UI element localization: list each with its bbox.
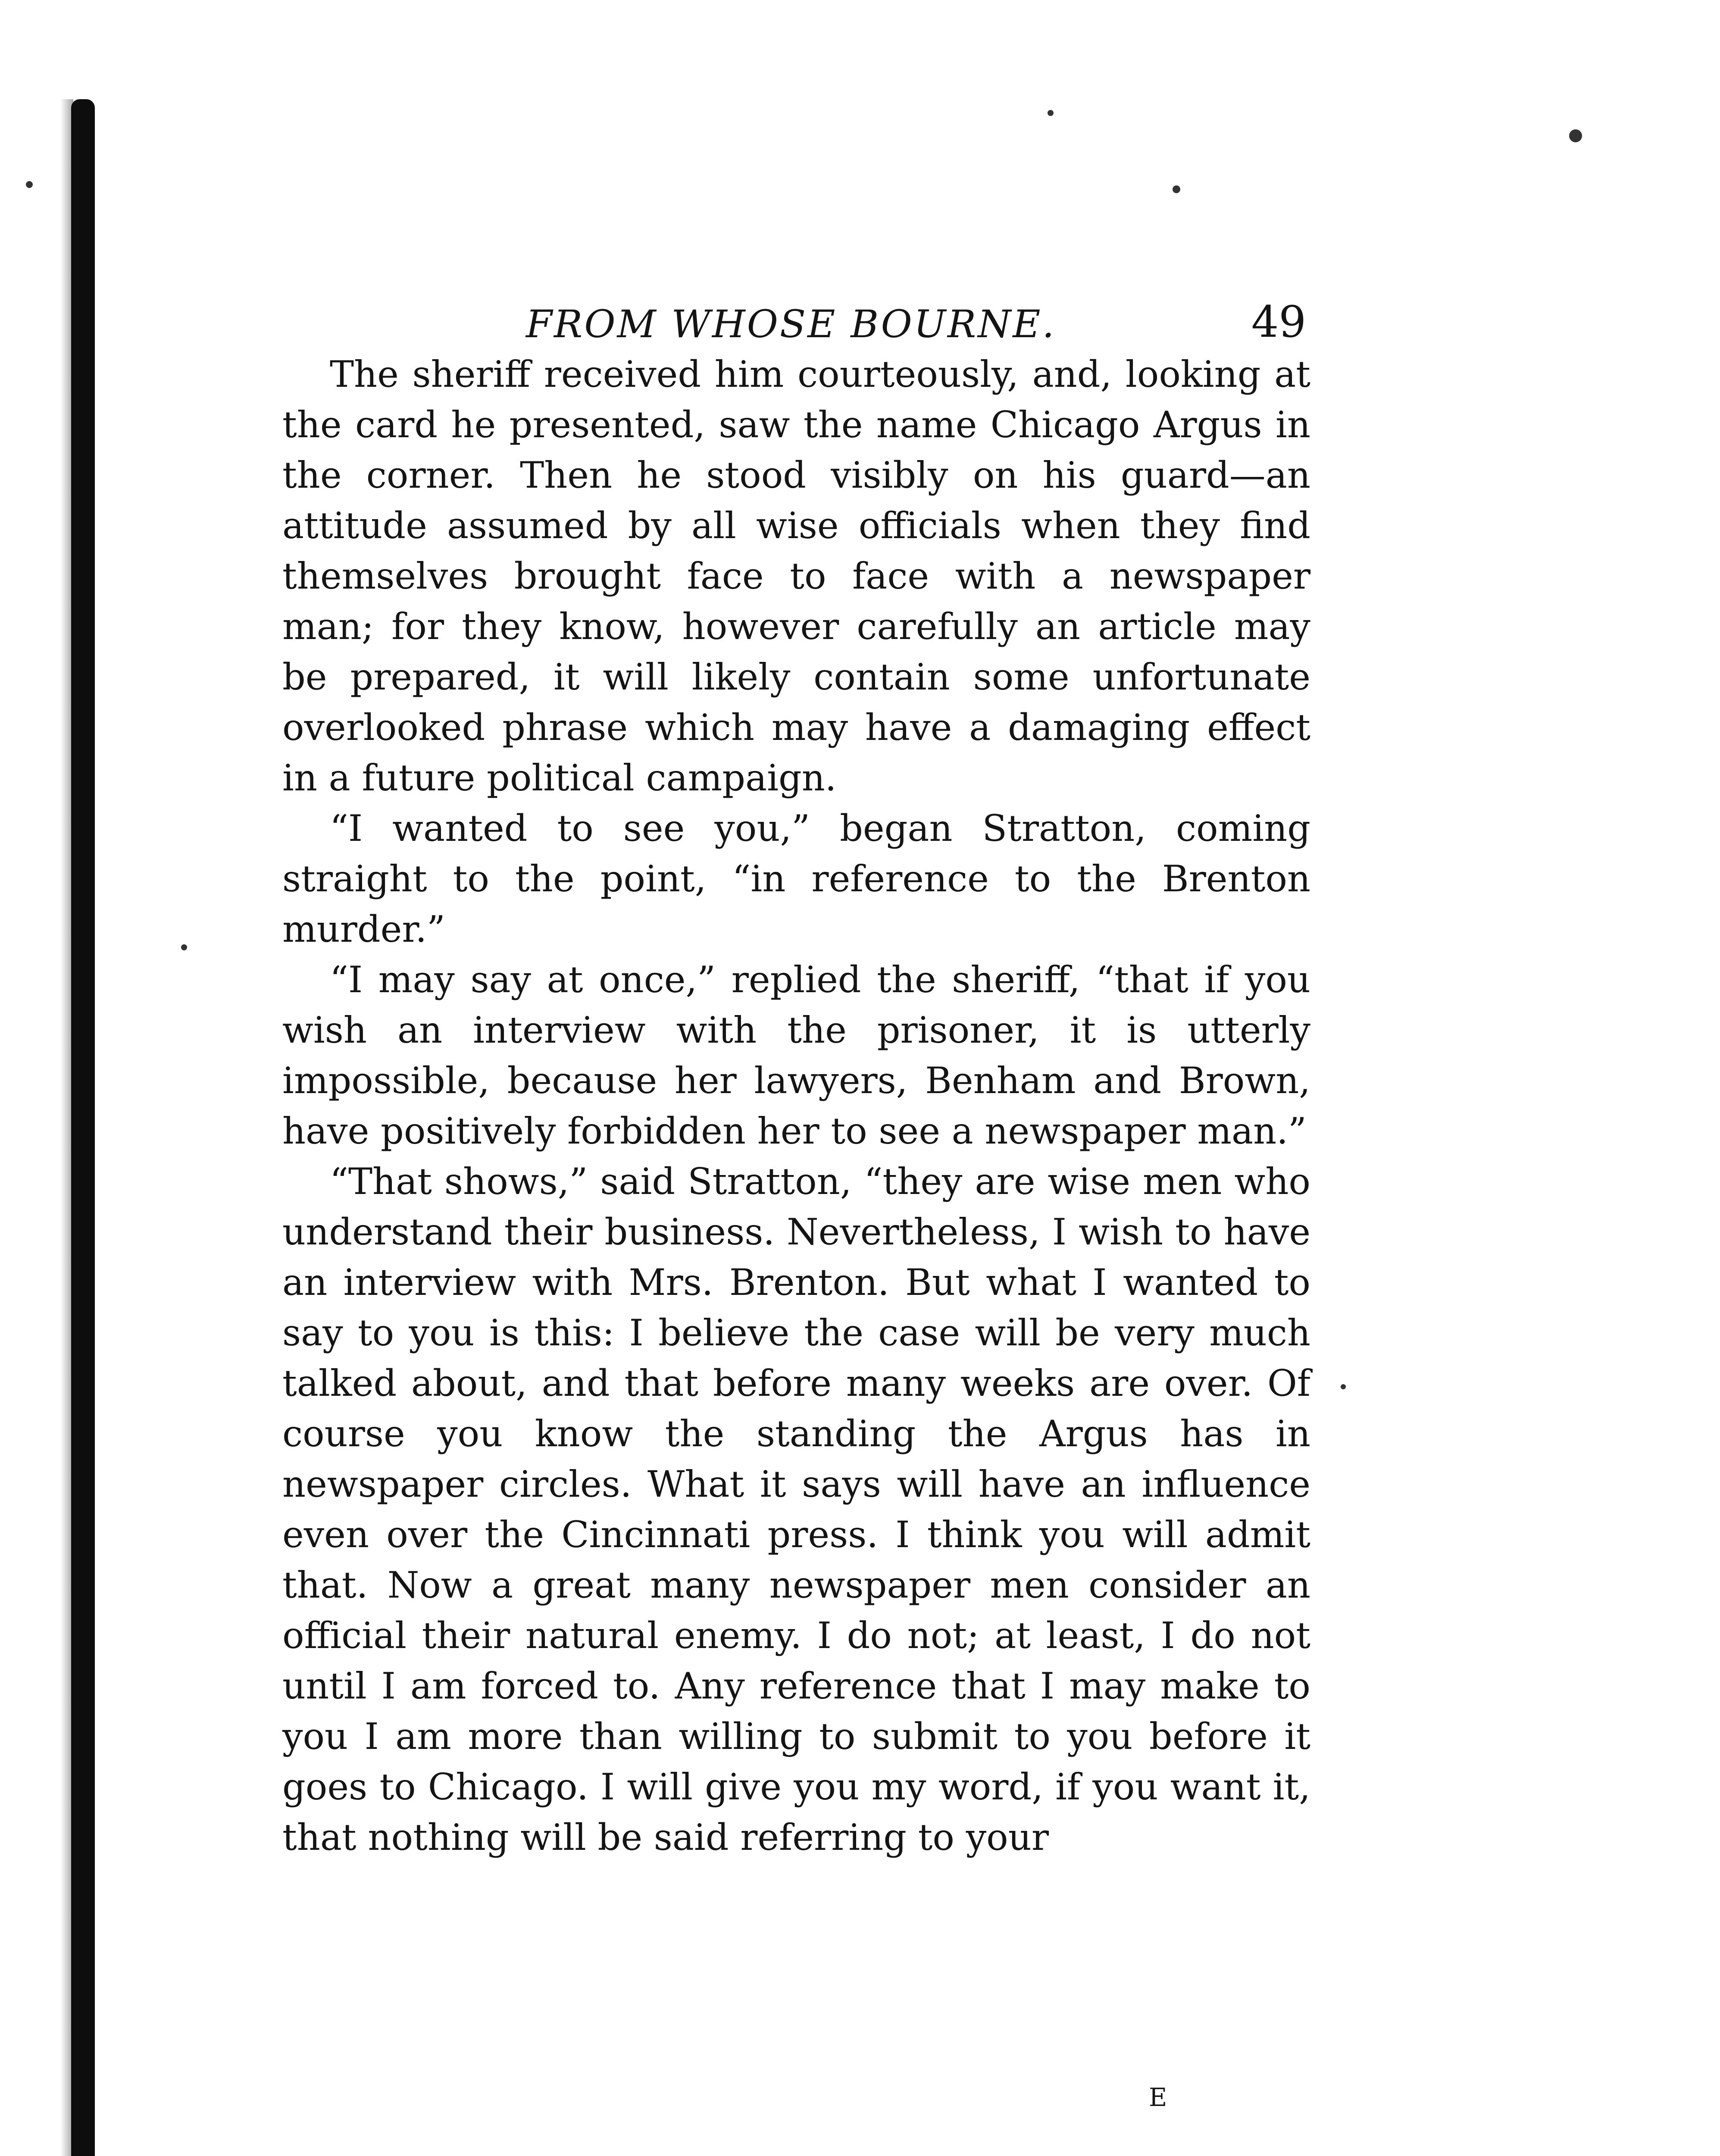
- book-spine-edge: [71, 99, 95, 2156]
- signature-mark: E: [1149, 2083, 1169, 2112]
- paragraph-4: “That shows,” said Stratton, “they are wise men who understand their business. Nevertheless, I wish to have an interview with Mrs. Brenton. But what I wanted to say to you is this: I believe the case will be very much talked about, and that before many weeks are over. Of course you know the standing the Argus has in newspaper circles. What it says will have an influence even over the Cincinnati press. I think you will admit that. Now a great many newspaper men consider an official their natural enemy. I do not; at least, I do not until I am forced to. Any reference that I may make to you I am more than willing to submit to you before it goes to Chicago. I will give you my word, if you want it, that nothing will be said referring to your: [282, 1160, 1310, 1858]
- paragraph-1: The sheriff received him courteously, and, looking at the card he presented, saw the name Chicago Argus in the corner. Then he stood visibly on his guard—an attitude assumed by all wise officials when they find themselves brought face to face with a newspaper man; for they know, however carefully an article may be prepared, it will likely contain some unfortunate overlooked phrase which may have a damaging effect in a future political campaign.: [282, 353, 1310, 799]
- body-text: [282, 349, 1310, 1863]
- paper-speck: [1173, 185, 1180, 193]
- paper-speck: [26, 181, 33, 188]
- running-title: FROM WHOSE BOURNE.: [526, 302, 1056, 346]
- book-page: [282, 293, 1310, 1863]
- paper-speck: [1341, 1384, 1346, 1389]
- paragraph-2: “I wanted to see you,” began Stratton, coming straight to the point, “in reference to the Brenton murder.”: [282, 807, 1310, 950]
- page-number: 49: [1251, 297, 1306, 347]
- paragraph-3: “I may say at once,” replied the sheriff, “that if you wish an interview with the prisoner, it is utterly impossible, because her lawyers, Benham and Brown, have positively forbidden her to see a newspaper man.”: [282, 959, 1310, 1152]
- paper-speck: [181, 944, 187, 950]
- paper-speck: [1569, 129, 1582, 142]
- paper-speck: [1048, 110, 1054, 116]
- running-head: [282, 293, 1310, 349]
